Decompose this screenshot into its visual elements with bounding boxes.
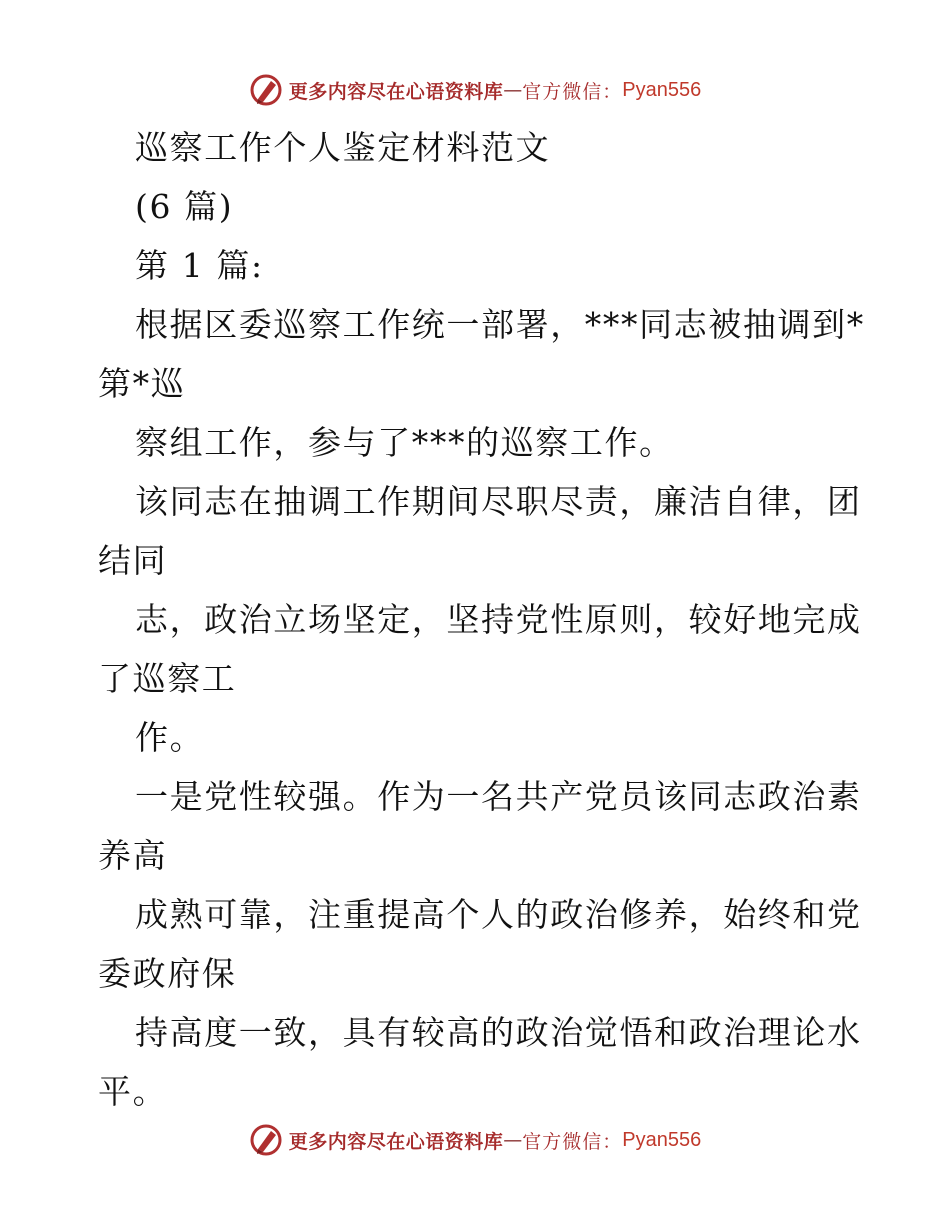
banner-site-text: 更多内容尽在心语资料库 xyxy=(288,80,504,103)
paragraph-line: 平。 xyxy=(98,1072,168,1111)
pen-logo-icon xyxy=(249,1123,283,1157)
paragraph-line: 察组工作，参与了***的巡察工作。 xyxy=(135,423,674,462)
paragraph-line: 志，政治立场坚定，坚持党性原则，较好地完成 xyxy=(135,600,862,639)
banner-wechat-id: Pyan556 xyxy=(622,78,702,101)
footer-banner xyxy=(0,1120,950,1160)
paragraph-line: 持高度一致，具有较高的政治觉悟和政治理论水 xyxy=(135,1013,862,1052)
paragraph-line: 根据区委巡察工作统一部署，***同志被抽调到* xyxy=(135,305,865,344)
paragraph-line: 了巡察工 xyxy=(98,659,237,698)
document-title: 巡察工作个人鉴定材料范文 xyxy=(135,128,551,167)
paragraph-line: 该同志在抽调工作期间尽职尽责，廉洁自律，团 xyxy=(135,482,862,521)
paragraph-line: 结同 xyxy=(98,541,168,580)
banner-wechat-label: 官方微信： xyxy=(522,80,623,103)
header-banner xyxy=(0,70,950,110)
banner-wechat-id: Pyan556 xyxy=(622,1128,702,1151)
paragraph-line: 养高 xyxy=(98,836,168,875)
banner-site-text: 更多内容尽在心语资料库 xyxy=(288,1130,504,1153)
banner-separator: — xyxy=(503,1129,523,1151)
paragraph-line: 第*巡 xyxy=(98,364,186,403)
banner-separator: — xyxy=(503,79,523,101)
document-body xyxy=(98,118,865,1121)
document-subtitle: (6 篇) xyxy=(135,187,234,226)
paragraph-line: 一是党性较强。作为一名共产党员该同志政治素 xyxy=(135,777,862,816)
paragraph-line: 作。 xyxy=(135,718,205,757)
pen-logo-icon xyxy=(249,73,283,107)
banner-wechat-label: 官方微信： xyxy=(522,1130,623,1153)
paragraph-line: 成熟可靠，注重提高个人的政治修养，始终和党 xyxy=(135,895,862,934)
section-heading: 第 1 篇: xyxy=(135,246,264,285)
paragraph-line: 委政府保 xyxy=(98,954,237,993)
